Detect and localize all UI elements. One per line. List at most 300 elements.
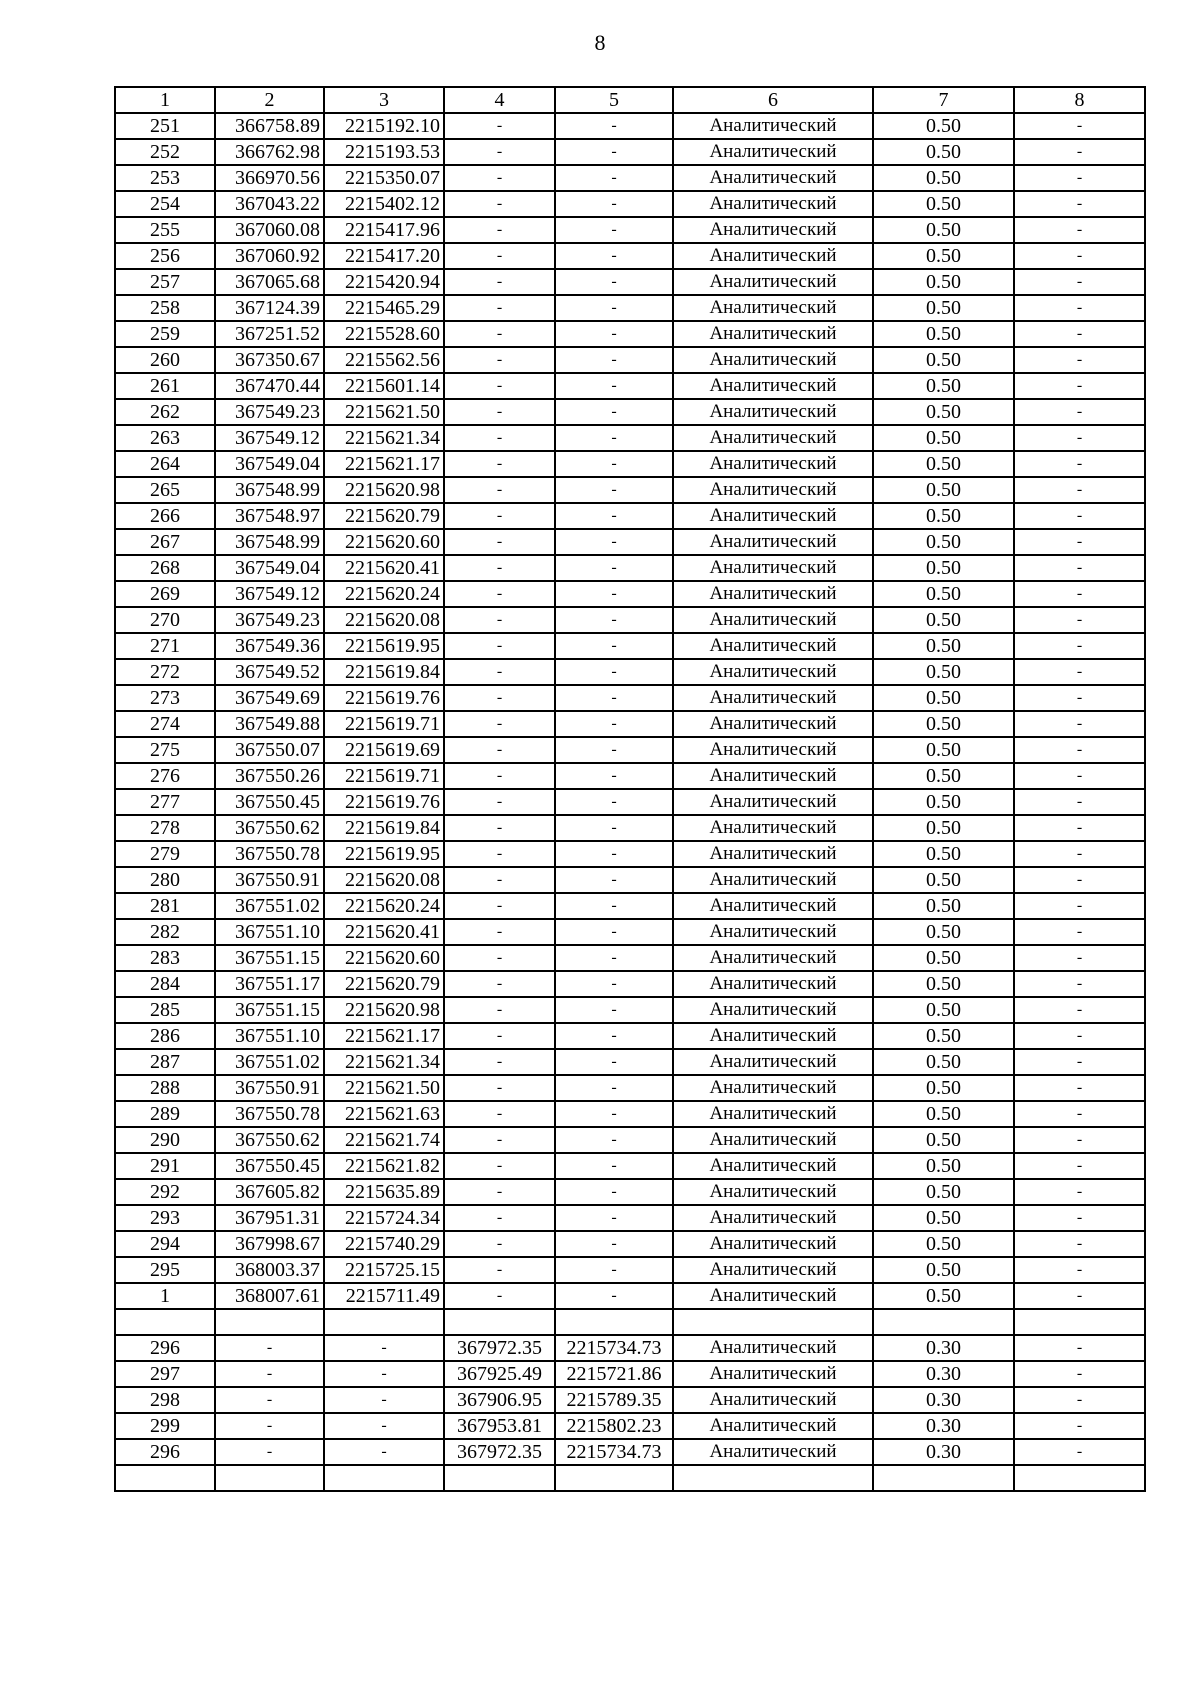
table-cell-col1: 264 (115, 451, 215, 477)
table-cell-col6: Аналитический (673, 1101, 873, 1127)
table-cell-col3: 2215621.50 (324, 399, 444, 425)
table-cell-col5: - (555, 477, 673, 503)
table-cell-col4: - (444, 243, 555, 269)
table-cell-col7: 0.30 (873, 1335, 1014, 1361)
table-cell-col1: 272 (115, 659, 215, 685)
table-cell-col6: Аналитический (673, 919, 873, 945)
table-cell-col4: - (444, 685, 555, 711)
table-cell-col4: - (444, 737, 555, 763)
column-header-2: 2 (215, 87, 324, 113)
table-cell-col2: 366758.89 (215, 113, 324, 139)
table-cell-col8: - (1014, 425, 1145, 451)
table-cell-col6: Аналитический (673, 1179, 873, 1205)
table-cell-col6: Аналитический (673, 685, 873, 711)
table-row (115, 633, 1145, 659)
table-cell-col1: 273 (115, 685, 215, 711)
table-cell-col7: 0.50 (873, 425, 1014, 451)
table-cell-col3 (324, 1309, 444, 1335)
table-cell-col2: 367951.31 (215, 1205, 324, 1231)
table-cell-col7: 0.50 (873, 555, 1014, 581)
table-cell-col2: 367550.62 (215, 1127, 324, 1153)
table-cell-col5: - (555, 997, 673, 1023)
table-cell-col3: 2215562.56 (324, 347, 444, 373)
table-cell-col8: - (1014, 659, 1145, 685)
table-cell-col8: - (1014, 295, 1145, 321)
table-cell-col6: Аналитический (673, 113, 873, 139)
table-cell-col5: - (555, 529, 673, 555)
table-cell-col5: - (555, 113, 673, 139)
table-cell-col3: 2215711.49 (324, 1283, 444, 1309)
table-row (115, 1465, 1145, 1491)
table-row (115, 1361, 1145, 1387)
table-cell-col6: Аналитический (673, 477, 873, 503)
table-cell-col2: 367548.97 (215, 503, 324, 529)
table-cell-col7: 0.50 (873, 1231, 1014, 1257)
table-cell-col7: 0.50 (873, 867, 1014, 893)
table-cell-col1: 277 (115, 789, 215, 815)
table-cell-col3: 2215621.34 (324, 425, 444, 451)
table-cell-col5: - (555, 945, 673, 971)
table-cell-col6: Аналитический (673, 243, 873, 269)
table-cell-col5: - (555, 1075, 673, 1101)
table-cell-col3: - (324, 1361, 444, 1387)
table-cell-col3: 2215417.20 (324, 243, 444, 269)
table-cell-col7: 0.50 (873, 763, 1014, 789)
table-cell-col4: - (444, 893, 555, 919)
table-cell-col7: 0.50 (873, 295, 1014, 321)
table-cell-col4: - (444, 1231, 555, 1257)
table-cell-col2: 367065.68 (215, 269, 324, 295)
table-cell-col8: - (1014, 919, 1145, 945)
table-row (115, 113, 1145, 139)
table-cell-col1: 1 (115, 1283, 215, 1309)
table-cell-col7: 0.50 (873, 711, 1014, 737)
table-cell-col7: 0.50 (873, 1179, 1014, 1205)
table-row (115, 1179, 1145, 1205)
table-cell-col1: 295 (115, 1257, 215, 1283)
table-cell-col3: 2215619.71 (324, 763, 444, 789)
table-cell-col8: - (1014, 321, 1145, 347)
table-cell-col2: 367551.02 (215, 1049, 324, 1075)
table-row (115, 763, 1145, 789)
table-row (115, 1205, 1145, 1231)
table-cell-col2: 367470.44 (215, 373, 324, 399)
table-cell-col6: Аналитический (673, 347, 873, 373)
table-row (115, 1153, 1145, 1179)
table-cell-col3: 2215193.53 (324, 139, 444, 165)
table-cell-col8: - (1014, 1205, 1145, 1231)
table-cell-col5: - (555, 893, 673, 919)
table-cell-col4: - (444, 581, 555, 607)
table-cell-col8: - (1014, 113, 1145, 139)
table-cell-col5: - (555, 737, 673, 763)
table-cell-col2: 367550.45 (215, 789, 324, 815)
table-cell-col5: - (555, 1283, 673, 1309)
table-cell-col8: - (1014, 1101, 1145, 1127)
table-cell-col2: 367549.36 (215, 633, 324, 659)
table-cell-col5: - (555, 295, 673, 321)
table-cell-col8: - (1014, 945, 1145, 971)
table-cell-col1: 287 (115, 1049, 215, 1075)
table-cell-col6: Аналитический (673, 1049, 873, 1075)
table-cell-col5: - (555, 685, 673, 711)
table-cell-col4: - (444, 763, 555, 789)
table-cell-col7: 0.50 (873, 399, 1014, 425)
table-cell-col6: Аналитический (673, 555, 873, 581)
table-cell-col2: 368003.37 (215, 1257, 324, 1283)
table-cell-col3: 2215740.29 (324, 1231, 444, 1257)
table-cell-col7: 0.30 (873, 1387, 1014, 1413)
table-row (115, 373, 1145, 399)
table-cell-col8: - (1014, 139, 1145, 165)
table-cell-col2: 367551.10 (215, 1023, 324, 1049)
table-cell-col8 (1014, 1465, 1145, 1491)
table-cell-col7: 0.50 (873, 1049, 1014, 1075)
table-row (115, 451, 1145, 477)
table-cell-col6: Аналитический (673, 659, 873, 685)
table-cell-col3: 2215621.82 (324, 1153, 444, 1179)
table-cell-col8: - (1014, 503, 1145, 529)
table-cell-col1: 251 (115, 113, 215, 139)
table-cell-col5: - (555, 633, 673, 659)
table-row (115, 659, 1145, 685)
table-cell-col8: - (1014, 971, 1145, 997)
table-cell-col4: - (444, 1179, 555, 1205)
table-cell-col1: 292 (115, 1179, 215, 1205)
table-cell-col6: Аналитический (673, 1387, 873, 1413)
table-cell-col8: - (1014, 867, 1145, 893)
table-cell-col1 (115, 1465, 215, 1491)
table-row (115, 789, 1145, 815)
table-cell-col5: - (555, 919, 673, 945)
table-cell-col7: 0.50 (873, 165, 1014, 191)
table-row (115, 685, 1145, 711)
table-cell-col6: Аналитический (673, 503, 873, 529)
table-cell-col5: - (555, 269, 673, 295)
table-cell-col7: 0.50 (873, 139, 1014, 165)
table-cell-col5: 2215734.73 (555, 1439, 673, 1465)
table-cell-col5: - (555, 217, 673, 243)
table-cell-col4: - (444, 971, 555, 997)
table-cell-col1: 265 (115, 477, 215, 503)
table-cell-col5: 2215802.23 (555, 1413, 673, 1439)
table-cell-col2: 367549.04 (215, 555, 324, 581)
table-cell-col1: 296 (115, 1335, 215, 1361)
table-cell-col2: 367550.26 (215, 763, 324, 789)
table-cell-col6: Аналитический (673, 581, 873, 607)
table-cell-col4: - (444, 659, 555, 685)
table-cell-col4: - (444, 711, 555, 737)
table-cell-col4: - (444, 789, 555, 815)
table-row (115, 1283, 1145, 1309)
table-cell-col6: Аналитический (673, 269, 873, 295)
table-cell-col4: 367972.35 (444, 1335, 555, 1361)
table-cell-col1: 266 (115, 503, 215, 529)
table-cell-col5: - (555, 451, 673, 477)
table-cell-col5: - (555, 1205, 673, 1231)
table-cell-col4: - (444, 997, 555, 1023)
table-cell-col1: 297 (115, 1361, 215, 1387)
table-cell-col8: - (1014, 165, 1145, 191)
table-cell-col3: - (324, 1413, 444, 1439)
table-cell-col2: 367350.67 (215, 347, 324, 373)
table-cell-col5: - (555, 555, 673, 581)
table-row (115, 581, 1145, 607)
table-cell-col4: - (444, 1257, 555, 1283)
table-cell-col4: - (444, 1153, 555, 1179)
table-cell-col7: 0.50 (873, 633, 1014, 659)
table-cell-col3: 2215620.08 (324, 607, 444, 633)
table-cell-col1: 275 (115, 737, 215, 763)
table-cell-col6: Аналитический (673, 529, 873, 555)
table-cell-col4: - (444, 425, 555, 451)
table-row (115, 945, 1145, 971)
table-row (115, 243, 1145, 269)
table-cell-col6: Аналитический (673, 945, 873, 971)
table-cell-col7: 0.30 (873, 1413, 1014, 1439)
table-cell-col7: 0.50 (873, 1257, 1014, 1283)
table-cell-col1: 253 (115, 165, 215, 191)
table-cell-col5: - (555, 581, 673, 607)
table-row (115, 503, 1145, 529)
table-cell-col8: - (1014, 1049, 1145, 1075)
table-cell-col1: 286 (115, 1023, 215, 1049)
table-cell-col7: 0.50 (873, 477, 1014, 503)
table-cell-col7: 0.50 (873, 191, 1014, 217)
table-cell-col1: 256 (115, 243, 215, 269)
table-cell-col5: 2215789.35 (555, 1387, 673, 1413)
table-cell-col8: - (1014, 737, 1145, 763)
table-cell-col5: - (555, 971, 673, 997)
table-cell-col8: - (1014, 633, 1145, 659)
table-cell-col2: 367998.67 (215, 1231, 324, 1257)
table-cell-col8: - (1014, 269, 1145, 295)
table-cell-col4: - (444, 607, 555, 633)
table-cell-col3: 2215420.94 (324, 269, 444, 295)
table-cell-col5: - (555, 607, 673, 633)
table-cell-col3: 2215192.10 (324, 113, 444, 139)
table-cell-col1: 260 (115, 347, 215, 373)
table-cell-col2: 367551.02 (215, 893, 324, 919)
table-cell-col8: - (1014, 711, 1145, 737)
table-cell-col3: 2215620.98 (324, 477, 444, 503)
table-cell-col7: 0.50 (873, 503, 1014, 529)
table-cell-col8: - (1014, 529, 1145, 555)
table-cell-col5: - (555, 347, 673, 373)
table-row (115, 1023, 1145, 1049)
table-cell-col1: 261 (115, 373, 215, 399)
table-cell-col6: Аналитический (673, 1205, 873, 1231)
table-cell-col3: 2215619.69 (324, 737, 444, 763)
table-cell-col1: 263 (115, 425, 215, 451)
table-cell-col8: - (1014, 555, 1145, 581)
column-header-5: 5 (555, 87, 673, 113)
table-row (115, 1439, 1145, 1465)
table-row (115, 529, 1145, 555)
table-cell-col5: - (555, 1231, 673, 1257)
table-cell-col3 (324, 1465, 444, 1491)
table-cell-col3: 2215620.60 (324, 529, 444, 555)
table-cell-col2: 367551.15 (215, 945, 324, 971)
table-cell-col3: 2215620.60 (324, 945, 444, 971)
table-cell-col8: - (1014, 399, 1145, 425)
table-cell-col2: 367549.12 (215, 581, 324, 607)
table-cell-col1: 283 (115, 945, 215, 971)
table-cell-col3: 2215619.95 (324, 841, 444, 867)
table-cell-col7: 0.50 (873, 243, 1014, 269)
table-cell-col8: - (1014, 1153, 1145, 1179)
table-cell-col4: - (444, 1127, 555, 1153)
table-cell-col1: 270 (115, 607, 215, 633)
table-cell-col1: 299 (115, 1413, 215, 1439)
table-cell-col7 (873, 1465, 1014, 1491)
table-cell-col7: 0.50 (873, 1075, 1014, 1101)
table-cell-col6: Аналитический (673, 1231, 873, 1257)
table-cell-col8: - (1014, 1127, 1145, 1153)
table-cell-col8: - (1014, 581, 1145, 607)
table-cell-col3: 2215601.14 (324, 373, 444, 399)
table-row (115, 1413, 1145, 1439)
table-cell-col4: - (444, 373, 555, 399)
table-cell-col3: 2215619.76 (324, 789, 444, 815)
table-cell-col5: - (555, 1179, 673, 1205)
table-cell-col3: 2215350.07 (324, 165, 444, 191)
table-cell-col6: Аналитический (673, 1413, 873, 1439)
table-cell-col2: 367548.99 (215, 529, 324, 555)
table-cell-col8: - (1014, 1283, 1145, 1309)
table-cell-col7: 0.50 (873, 737, 1014, 763)
table-cell-col6: Аналитический (673, 763, 873, 789)
table-cell-col2: 367550.91 (215, 867, 324, 893)
table-row (115, 425, 1145, 451)
table-cell-col3: 2215621.63 (324, 1101, 444, 1127)
table-cell-col6: Аналитический (673, 1361, 873, 1387)
column-header-8: 8 (1014, 87, 1145, 113)
table-cell-col1: 254 (115, 191, 215, 217)
table-cell-col4: - (444, 555, 555, 581)
table-cell-col2: 367549.69 (215, 685, 324, 711)
table-cell-col7: 0.50 (873, 971, 1014, 997)
table-row (115, 477, 1145, 503)
table-cell-col3: 2215724.34 (324, 1205, 444, 1231)
table-cell-col2: 366762.98 (215, 139, 324, 165)
table-cell-col5: - (555, 659, 673, 685)
table-cell-col3: 2215621.50 (324, 1075, 444, 1101)
table-cell-col1: 271 (115, 633, 215, 659)
table-cell-col7: 0.50 (873, 321, 1014, 347)
table-cell-col3: 2215619.84 (324, 815, 444, 841)
table-cell-col1: 269 (115, 581, 215, 607)
table-cell-col8: - (1014, 815, 1145, 841)
table-cell-col3: 2215619.76 (324, 685, 444, 711)
table-cell-col6: Аналитический (673, 1439, 873, 1465)
table-cell-col8: - (1014, 1413, 1145, 1439)
table-cell-col6 (673, 1465, 873, 1491)
table-cell-col1: 278 (115, 815, 215, 841)
table-cell-col2: 367550.78 (215, 1101, 324, 1127)
column-header-1: 1 (115, 87, 215, 113)
table-cell-col5: - (555, 165, 673, 191)
table-cell-col8: - (1014, 191, 1145, 217)
table-cell-col1: 259 (115, 321, 215, 347)
table-cell-col7: 0.50 (873, 945, 1014, 971)
table-cell-col7: 0.50 (873, 1153, 1014, 1179)
table-row (115, 1309, 1145, 1335)
table-cell-col4: - (444, 347, 555, 373)
table-cell-col2: 367550.07 (215, 737, 324, 763)
table-cell-col3: 2215725.15 (324, 1257, 444, 1283)
table-cell-col3: 2215620.24 (324, 893, 444, 919)
table-cell-col1: 262 (115, 399, 215, 425)
table-cell-col3: 2215402.12 (324, 191, 444, 217)
table-cell-col3: 2215417.96 (324, 217, 444, 243)
table-row (115, 1127, 1145, 1153)
table-cell-col2: 367060.92 (215, 243, 324, 269)
table-cell-col3: 2215621.34 (324, 1049, 444, 1075)
table-cell-col8: - (1014, 347, 1145, 373)
table-cell-col6: Аналитический (673, 711, 873, 737)
table-cell-col7: 0.50 (873, 529, 1014, 555)
table-cell-col4: - (444, 477, 555, 503)
table-cell-col2: - (215, 1387, 324, 1413)
table-cell-col1: 285 (115, 997, 215, 1023)
table-cell-col7: 0.50 (873, 607, 1014, 633)
table-cell-col1: 282 (115, 919, 215, 945)
table-row (115, 841, 1145, 867)
table-cell-col7: 0.50 (873, 347, 1014, 373)
table-cell-col2: 367060.08 (215, 217, 324, 243)
table-cell-col1: 281 (115, 893, 215, 919)
table-cell-col7: 0.50 (873, 451, 1014, 477)
table-cell-col2: 367549.04 (215, 451, 324, 477)
table-cell-col6: Аналитический (673, 815, 873, 841)
table-row (115, 1049, 1145, 1075)
table-cell-col3: 2215619.84 (324, 659, 444, 685)
table-cell-col5: - (555, 503, 673, 529)
table-cell-col4 (444, 1309, 555, 1335)
table-cell-col6: Аналитический (673, 399, 873, 425)
table-row (115, 971, 1145, 997)
table-cell-col7: 0.30 (873, 1361, 1014, 1387)
table-cell-col4: 367906.95 (444, 1387, 555, 1413)
table-cell-col1: 298 (115, 1387, 215, 1413)
table-cell-col1: 276 (115, 763, 215, 789)
table-cell-col8: - (1014, 1023, 1145, 1049)
table-cell-col3: 2215620.98 (324, 997, 444, 1023)
table-cell-col2: 367043.22 (215, 191, 324, 217)
table-cell-col1: 274 (115, 711, 215, 737)
table-cell-col1: 252 (115, 139, 215, 165)
table-cell-col4: - (444, 503, 555, 529)
table-cell-col1: 293 (115, 1205, 215, 1231)
table-cell-col6: Аналитический (673, 191, 873, 217)
table-cell-col5 (555, 1309, 673, 1335)
table-cell-col6: Аналитический (673, 1283, 873, 1309)
table-cell-col8: - (1014, 997, 1145, 1023)
table-cell-col3: 2215620.41 (324, 555, 444, 581)
table-cell-col6: Аналитический (673, 1257, 873, 1283)
table-row (115, 919, 1145, 945)
table-cell-col2: 367550.91 (215, 1075, 324, 1101)
table-row (115, 165, 1145, 191)
table-row (115, 295, 1145, 321)
table-cell-col4: - (444, 399, 555, 425)
table-cell-col7 (873, 1309, 1014, 1335)
table-cell-col7: 0.50 (873, 659, 1014, 685)
table-cell-col6: Аналитический (673, 1335, 873, 1361)
table-row (115, 815, 1145, 841)
table-cell-col5: - (555, 841, 673, 867)
